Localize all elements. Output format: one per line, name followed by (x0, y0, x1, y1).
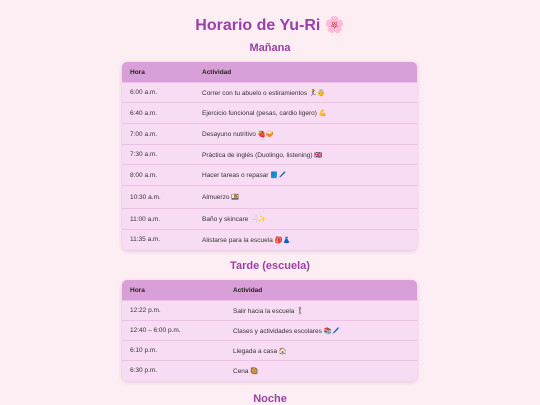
row-activity: Cena 🥘 (225, 361, 417, 381)
row-time: 12:22 p.m. (122, 301, 225, 321)
table-row (122, 103, 417, 124)
row-time: 11:00 a.m. (122, 209, 194, 230)
column-header-activity: Actividad (233, 286, 263, 294)
morning-table (122, 62, 417, 250)
table-row (122, 301, 417, 321)
table-row (122, 321, 417, 341)
section-heading-morning: Mañana (249, 42, 291, 54)
afternoon-table (122, 280, 417, 381)
row-activity: Almuerzo 🍱 (194, 186, 417, 209)
section-heading-night: Noche (253, 393, 287, 405)
column-header-activity: Actividad (202, 68, 232, 76)
row-activity: Ejercicio funcional (pesas, cardio ligero) 💪 (194, 103, 417, 124)
afternoon-table-card (122, 280, 417, 381)
table-row (122, 361, 417, 381)
row-activity: Desayuno nutritivo 🍓🥪 (194, 124, 417, 145)
row-activity: Correr con tu abuelo o estiramientos 🏃‍♀️👵 (194, 83, 417, 103)
table-header-row (122, 280, 417, 301)
row-activity: Salir hacia la escuela 🚶‍♀️ (225, 301, 417, 321)
morning-table-card (122, 62, 417, 250)
row-time: 8:00 a.m. (122, 165, 194, 186)
row-time: 11:35 a.m. (122, 230, 194, 250)
table-row (122, 209, 417, 230)
afternoon-table-body (122, 301, 417, 381)
row-time: 12:40 – 6:00 p.m. (122, 321, 225, 341)
table-header-row (122, 62, 417, 83)
column-header-time: Hora (130, 286, 145, 294)
column-header-time: Hora (130, 68, 145, 76)
table-row (122, 83, 417, 103)
row-time: 6:40 a.m. (122, 103, 194, 124)
row-time: 6:10 p.m. (122, 341, 225, 361)
row-time: 7:30 a.m. (122, 145, 194, 165)
morning-table-body (122, 83, 417, 250)
row-activity: Práctica de inglés (Duolingo, listening) 🇬🇧 (194, 145, 417, 165)
table-row (122, 230, 417, 250)
row-time: 10:30 a.m. (122, 186, 194, 209)
row-activity: Baño y skincare 🛁✨ (194, 209, 417, 230)
table-row (122, 341, 417, 361)
row-activity: Alistarse para la escuela 🎒👗 (194, 230, 417, 250)
row-time: 7:00 a.m. (122, 124, 194, 145)
row-activity: Clases y actividades escolares 📚🖊️ (225, 321, 417, 341)
row-time: 6:30 p.m. (122, 361, 225, 381)
row-activity: Llegada a casa 🏠 (225, 341, 417, 361)
table-row (122, 124, 417, 145)
section-heading-afternoon: Tarde (escuela) (230, 260, 310, 272)
table-row (122, 165, 417, 186)
table-row (122, 186, 417, 209)
table-row (122, 145, 417, 165)
page-title: Horario de Yu-Ri 🌸 (195, 17, 345, 34)
row-time: 6:00 a.m. (122, 83, 194, 103)
row-activity: Hacer tareas o repasar 📘🖊️ (194, 165, 417, 186)
